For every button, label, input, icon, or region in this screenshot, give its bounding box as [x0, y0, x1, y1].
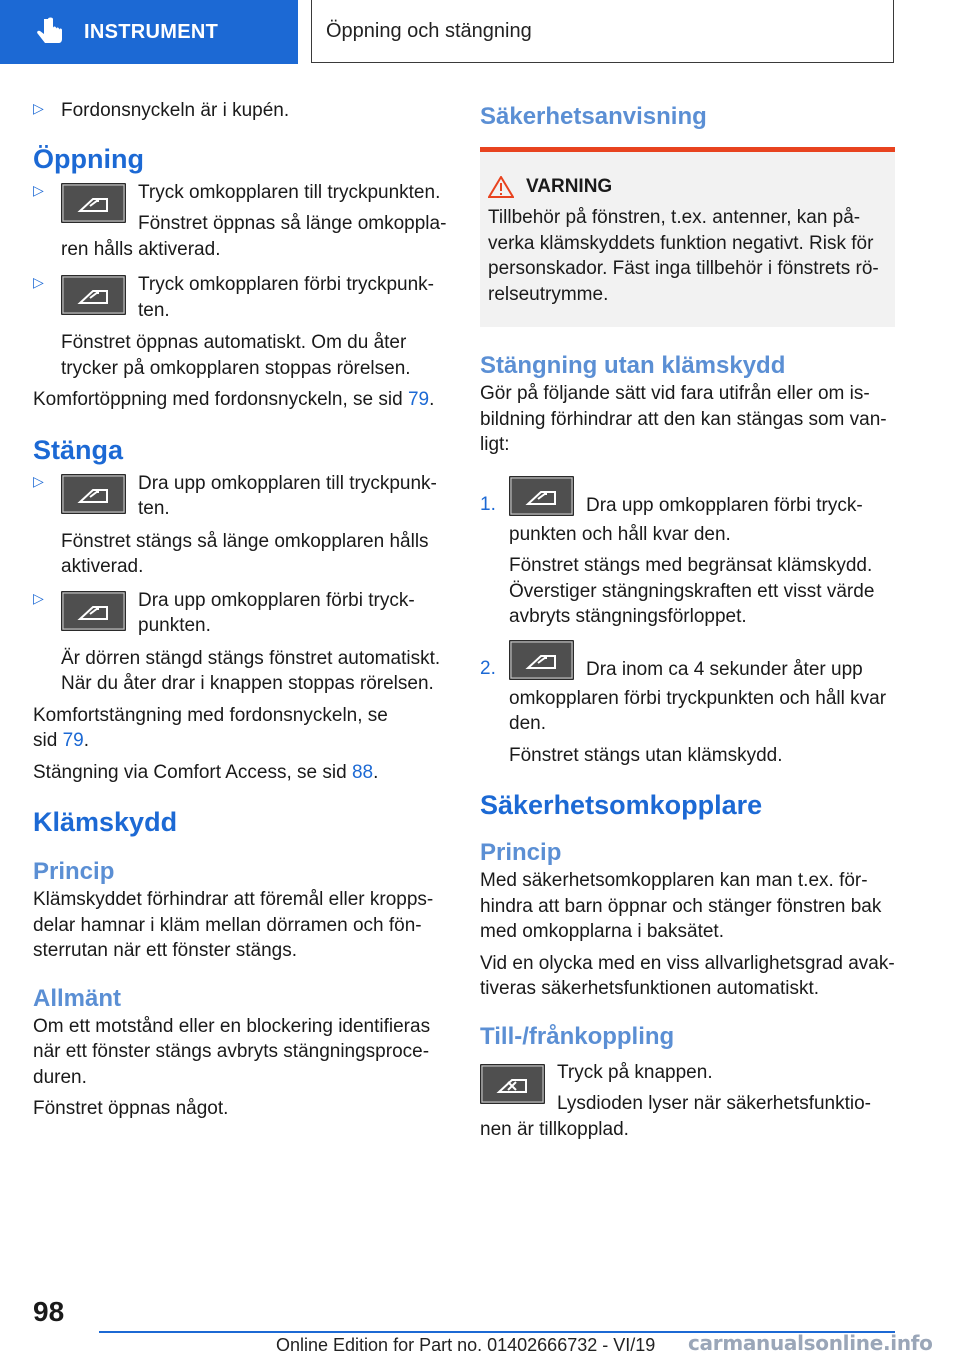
- chapter-title-box: [311, 0, 894, 63]
- hand-pointer-icon: [34, 15, 68, 49]
- heading-pinch-protection: Klämskydd: [33, 807, 178, 837]
- numbered-step: [480, 476, 895, 630]
- toggle-text: nen är tillkopplad.: [480, 1118, 629, 1140]
- bullet-text: ten.: [138, 299, 170, 321]
- step-text: Fönstret stängs med begränsat klämskydd. Överstiger stängningskraften ett visst värde avbryts stängningsförloppet.: [509, 555, 875, 627]
- heading-principle: Princip: [33, 858, 115, 885]
- page-link[interactable]: 88: [351, 761, 374, 783]
- comfort-open-text: Komfortöppning med fordonsnyckeln, se sid 79.: [33, 389, 435, 410]
- step-number: 2.: [480, 657, 496, 679]
- section-label: INSTRUMENT: [84, 20, 219, 43]
- step-text: Dra inom ca 4 sekunder åter upp: [586, 658, 863, 680]
- general-text-2: Fönstret öppnas något.: [33, 1098, 229, 1119]
- window-switch-icon: [509, 640, 574, 680]
- triangle-bullet-icon: ▷: [33, 100, 44, 116]
- bullet-text: Dra upp omkopplaren till tryckpunk-: [138, 472, 437, 494]
- left-column: [33, 98, 448, 1122]
- watermark: carmanualsonline.info: [688, 1331, 933, 1355]
- window-switch-icon: [61, 183, 126, 223]
- warning-box: [480, 147, 895, 327]
- bullet-text: Är dörren stängd stängs fönstret automatiskt. När du åter drar i knappen stoppas rörelsen.: [61, 647, 441, 694]
- safety-switch-icon: [480, 1064, 545, 1104]
- triangle-bullet-icon: ▷: [33, 589, 44, 606]
- footer-edition: Online Edition for Part no. 01402666732 - VI/19: [276, 1335, 656, 1355]
- step-number: 1.: [480, 493, 496, 515]
- window-switch-icon: [61, 275, 126, 315]
- toggle-text: Tryck på knappen.: [557, 1061, 713, 1083]
- bullet-text: Fordonsnyckeln är i kupén.: [61, 100, 290, 121]
- bullet-item: [33, 180, 448, 263]
- step-text: Dra upp omkopplaren förbi tryck-: [586, 494, 863, 516]
- warning-triangle-icon: [488, 176, 514, 198]
- bullet-item: [33, 588, 448, 697]
- bullet-text: ren hålls aktiverad.: [61, 238, 221, 260]
- comfort-access-text: Stängning via Comfort Access, se sid 88.: [33, 761, 379, 783]
- warning-text: Tillbehör på fönstren, t.ex. antenner, kan på-verka klämskyddets funktion negativt. Risk för personskador. Fäst inga tillbehör i fönstrets rö-relseutrymme.: [488, 207, 879, 305]
- heading-closing: Stänga: [33, 434, 124, 465]
- heading-toggle: Till-/frånkoppling: [480, 1022, 675, 1050]
- section-tab[interactable]: [0, 0, 298, 64]
- page-link[interactable]: 79: [407, 389, 430, 410]
- comfort-close-text: Komfortstängning med fordonsnyckeln, se sid 79.: [33, 704, 388, 751]
- bullet-text: Fönstret öppnas så länge omkoppla-: [138, 213, 447, 234]
- window-switch-icon: [509, 476, 574, 516]
- window-switch-icon: [61, 474, 126, 514]
- triangle-bullet-icon: ▷: [33, 181, 44, 198]
- bullet-text: Fönstret öppnas automatiskt. Om du åter trycker på omkopplaren stoppas rörelsen.: [61, 332, 411, 379]
- heading-principle: Princip: [480, 839, 562, 866]
- bullet-item: [33, 471, 448, 580]
- step-text: omkopplaren förbi tryckpunkten och håll kvar den.: [509, 687, 887, 734]
- principle-text-2: Vid en olycka med en viss allvarlighetsgrad avak-tiveras säkerhetsfunktionen automatiskt.: [480, 952, 895, 999]
- heading-safety-note: Säkerhetsanvisning: [480, 103, 707, 130]
- bullet-text: Tryck omkopplaren till tryckpunkten.: [138, 181, 441, 203]
- bullet-text: ten.: [138, 498, 170, 519]
- numbered-step: [480, 640, 895, 769]
- bullet-text: Fönstret stängs så länge omkopplaren hålls aktiverad.: [61, 530, 429, 577]
- bullet-text: Tryck omkopplaren förbi tryckpunk-: [138, 274, 435, 295]
- bullet-text: Dra upp omkopplaren förbi tryck-: [138, 589, 415, 611]
- triangle-bullet-icon: ▷: [33, 274, 44, 290]
- heading-close-without-pinch: Stängning utan klämskydd: [480, 352, 786, 379]
- toggle-block: [480, 1060, 895, 1143]
- toggle-text: Lysdioden lyser när säkerhetsfunktio-: [557, 1093, 872, 1114]
- heading-opening: Öppning: [33, 143, 144, 174]
- page-link[interactable]: 79: [62, 730, 84, 751]
- bullet-text: punkten.: [138, 615, 211, 636]
- triangle-bullet-icon: ▷: [33, 472, 44, 489]
- chapter-title: Öppning och stängning: [326, 19, 532, 42]
- principle-text: Klämskyddet förhindrar att föremål eller kropps-delar hamnar i kläm mellan dörramen och fön-sterrutan när ett fönster stängs.: [33, 889, 434, 961]
- heading-general: Allmänt: [33, 984, 122, 1012]
- close-without-pinch-text: Gör på följande sätt vid fara utifrån eller om is-bildning förhindrar att den kan stängas som van-ligt:: [480, 383, 887, 455]
- principle-text: Med säkerhetsomkopplaren kan man t.ex. för-hindra att barn öppnar och stänger fönstren bak med omkopplarna i baksätet.: [480, 870, 882, 942]
- bullet-item: [33, 272, 448, 381]
- step-text: punkten och håll kvar den.: [509, 523, 731, 545]
- window-switch-icon: [61, 591, 126, 631]
- bullet-item: [33, 98, 448, 124]
- warning-title: VARNING: [488, 176, 887, 198]
- right-column: [480, 98, 895, 1142]
- general-text: Om ett motstånd eller en blockering identifieras när ett fönster stängs avbryts stängningsproce-duren.: [33, 1015, 431, 1088]
- step-text: Fönstret stängs utan klämskydd.: [509, 744, 783, 766]
- heading-safety-switch: Säkerhetsomkopplare: [480, 790, 763, 820]
- page-number: 98: [33, 1296, 65, 1327]
